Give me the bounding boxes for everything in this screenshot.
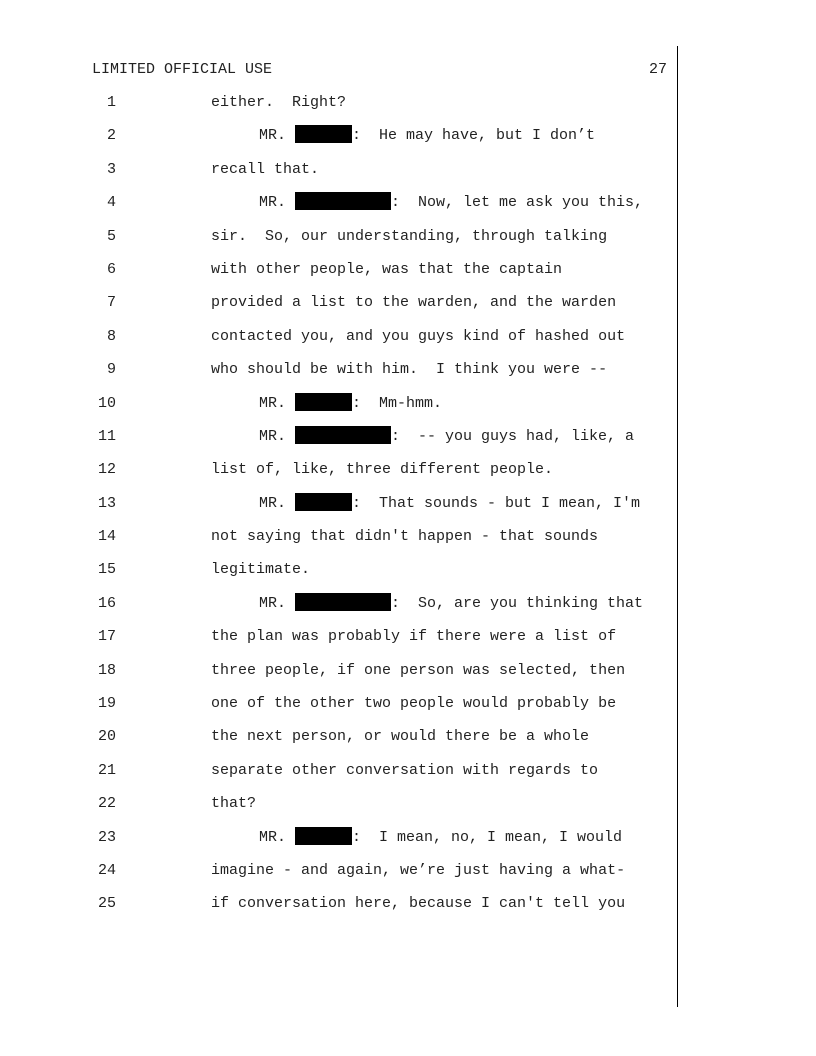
line-text (211, 320, 625, 353)
line-text (211, 453, 553, 486)
line-number: 19 (97, 695, 116, 713)
line-number: 12 (97, 461, 116, 479)
transcript-line (0, 286, 816, 319)
line-number: 16 (97, 594, 116, 612)
spoken-text: : Mm-hmm. (352, 394, 443, 412)
redaction-block (295, 125, 352, 143)
transcript-line (0, 654, 816, 687)
redaction-block (295, 493, 352, 511)
transcript-line (0, 387, 816, 420)
redaction-block (295, 593, 391, 611)
line-number: 4 (106, 194, 116, 212)
transcript-line (0, 887, 816, 920)
transcript-line (0, 754, 816, 787)
spoken-text: imagine - and again, we’re just having a what- (211, 861, 626, 879)
line-number: 13 (97, 494, 116, 512)
line-text (211, 153, 319, 186)
transcript-line (0, 553, 816, 586)
spoken-text: not saying that didn't happen - that sounds (211, 528, 599, 546)
line-text (259, 119, 595, 152)
transcript-line (0, 153, 816, 186)
line-text (211, 286, 616, 319)
spoken-text: : I mean, no, I mean, I would (352, 828, 623, 846)
spoken-text: sir. So, our understanding, through talking (211, 227, 608, 245)
transcript-line (0, 453, 816, 486)
line-text (259, 587, 643, 620)
line-text (211, 720, 589, 753)
line-text (211, 887, 625, 920)
transcript-line (0, 787, 816, 820)
spoken-text: with other people, was that the captain (211, 260, 563, 278)
transcript-line (0, 854, 816, 887)
line-text (259, 821, 622, 854)
line-text (211, 86, 346, 119)
line-text (211, 687, 616, 720)
redaction-block (295, 192, 391, 210)
transcript-line (0, 320, 816, 353)
spoken-text: : So, are you thinking that (391, 594, 644, 612)
transcript-line (0, 487, 816, 520)
spoken-text: separate other conversation with regards to (211, 761, 599, 779)
transcript-line (0, 420, 816, 453)
spoken-text: the plan was probably if there were a list of (211, 628, 617, 646)
line-text (211, 220, 607, 253)
transcript-line (0, 620, 816, 653)
line-text (211, 353, 607, 386)
transcript-body (0, 86, 816, 921)
speaker-prefix: MR. (259, 194, 296, 212)
line-number: 9 (106, 361, 116, 379)
line-number: 18 (97, 661, 116, 679)
line-text (259, 186, 643, 219)
line-number: 5 (106, 227, 116, 245)
speaker-prefix: MR. (259, 427, 296, 445)
line-number: 2 (106, 127, 116, 145)
transcript-line (0, 253, 816, 286)
line-text (211, 654, 625, 687)
transcript-line (0, 353, 816, 386)
speaker-prefix: MR. (259, 594, 296, 612)
line-text (259, 420, 634, 453)
line-text (211, 553, 310, 586)
transcript-line (0, 520, 816, 553)
spoken-text: recall that. (211, 160, 320, 178)
transcript-line (0, 186, 816, 219)
spoken-text: : Now, let me ask you this, (391, 194, 644, 212)
transcript-line (0, 220, 816, 253)
speaker-prefix: MR. (259, 394, 296, 412)
spoken-text: : That sounds - but I mean, I'm (352, 494, 641, 512)
line-number: 8 (106, 327, 116, 345)
line-text (211, 620, 616, 653)
line-number: 3 (106, 160, 116, 178)
transcript-line (0, 687, 816, 720)
line-number: 24 (97, 861, 116, 879)
line-number: 20 (97, 728, 116, 746)
line-number: 17 (97, 628, 116, 646)
spoken-text: the next person, or would there be a whole (211, 728, 590, 746)
redaction-block (295, 393, 352, 411)
line-text (211, 854, 625, 887)
spoken-text: legitimate. (211, 561, 311, 579)
spoken-text: if conversation here, because I can't tell you (211, 895, 626, 913)
spoken-text: who should be with him. I think you were -- (211, 361, 608, 379)
line-number: 6 (106, 260, 116, 278)
page-number: 27 (648, 61, 667, 78)
speaker-prefix: MR. (259, 494, 296, 512)
classification-header: LIMITED OFFICIAL USE (92, 61, 273, 78)
transcript-line (0, 86, 816, 119)
line-number: 21 (97, 761, 116, 779)
spoken-text: that? (211, 795, 257, 813)
line-number: 25 (97, 895, 116, 913)
line-number: 1 (106, 94, 116, 111)
line-number: 14 (97, 528, 116, 546)
spoken-text: : -- you guys had, like, a (391, 427, 635, 445)
spoken-text: : He may have, but I don’t (352, 127, 596, 145)
line-number: 11 (97, 427, 116, 445)
line-text (259, 487, 640, 520)
line-number: 15 (97, 561, 116, 579)
line-text (211, 754, 598, 787)
line-text (211, 520, 598, 553)
transcript-line (0, 720, 816, 753)
transcript-line (0, 119, 816, 152)
line-number: 10 (97, 394, 116, 412)
line-text (211, 787, 256, 820)
spoken-text: list of, like, three different people. (211, 461, 554, 479)
spoken-text: one of the other two people would probably be (211, 695, 617, 713)
redaction-block (295, 827, 352, 845)
redaction-block (295, 426, 391, 444)
line-number: 22 (97, 795, 116, 813)
spoken-text: contacted you, and you guys kind of hashed out (211, 327, 626, 345)
speaker-prefix: MR. (259, 828, 296, 846)
line-text (211, 253, 562, 286)
spoken-text: either. Right? (211, 94, 347, 111)
spoken-text: three people, if one person was selected, then (211, 661, 626, 679)
speaker-prefix: MR. (259, 127, 296, 145)
transcript-line (0, 821, 816, 854)
line-number: 23 (97, 828, 116, 846)
line-number: 7 (106, 294, 116, 312)
transcript-line (0, 587, 816, 620)
line-text (259, 387, 442, 420)
spoken-text: provided a list to the warden, and the warden (211, 294, 617, 312)
